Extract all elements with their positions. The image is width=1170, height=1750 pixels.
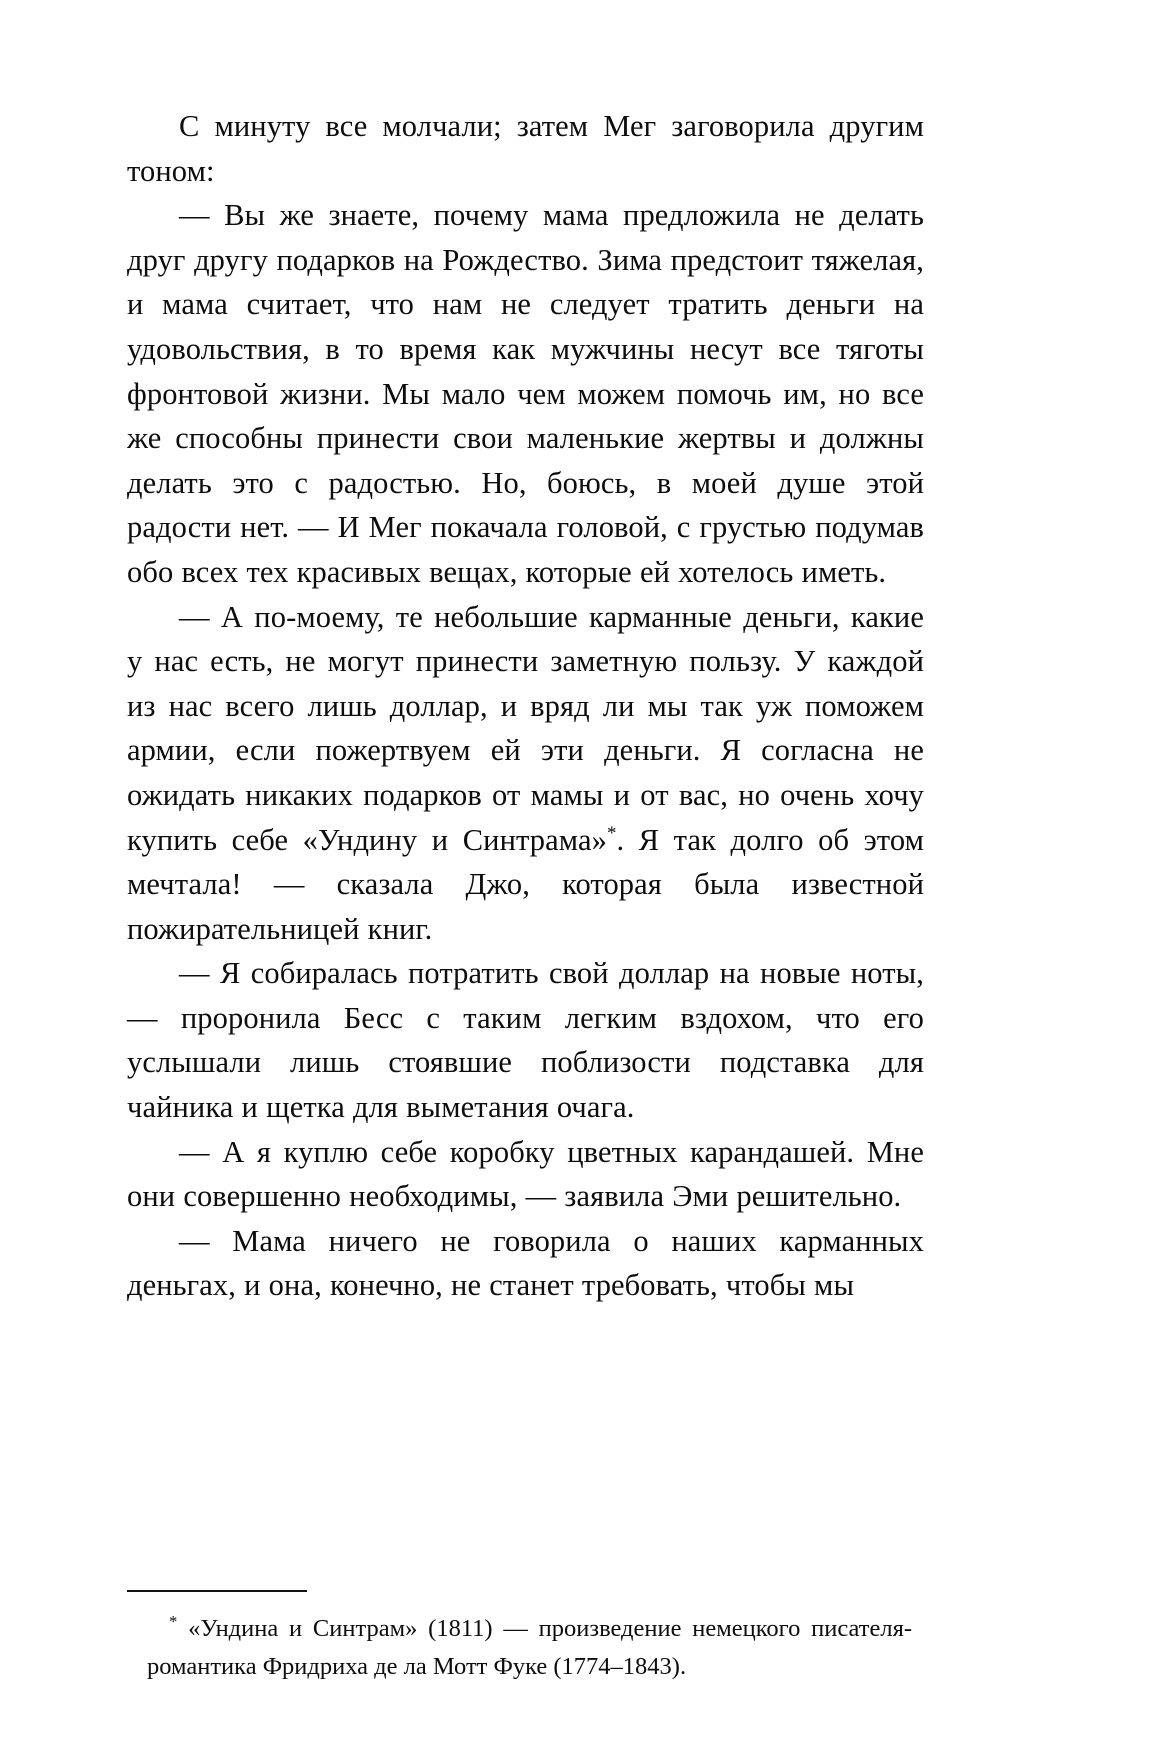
paragraph-5: — А я куплю себе коробку цветных карандашей. Мне они совершенно необходимы, — заявила Эми решительно. bbox=[127, 1134, 924, 1214]
paragraph-4: — Я собиралась потратить свой доллар на новые ноты, — проронила Бесс с таким легким вздохом, что его услышали лишь стоявшие поблизости подставка для чайника и щетка для выметания очага. bbox=[127, 956, 924, 1125]
paragraph-3-text-before-footnote: — А по-моему, те небольшие карманные деньги, какие у нас есть, не могут принести заметную пользу. У каждой из нас всего лишь доллар, и вряд ли мы так уж поможем армии, если пожертвуем ей эти деньги. Я согласна не ожидать никаких подарков от мамы и от вас, но очень хочу купить себе «Ундину и Синтрама» bbox=[127, 599, 924, 857]
footnote-block bbox=[127, 1590, 924, 1686]
paragraph-3-text-after-footnote: . Я так долго об этом мечтала! — сказала Джо, которая была известной пожирательницей книг. bbox=[127, 822, 924, 946]
body-text-column bbox=[127, 104, 924, 1308]
paragraph-6: — Мама ничего не говорила о наших карманных деньгах, и она, конечно, не станет требовать, чтобы мы bbox=[127, 1223, 924, 1303]
paragraph-2: — Вы же знаете, почему мама предложила не делать друг другу подарков на Рождество. Зима предстоит тяжелая, и мама считает, что нам не следует тратить деньги на удовольствия, в то время как мужчины несут все тяготы фронтовой жизни. Мы мало чем можем помочь им, но все же способны принести свои маленькие жертвы и должны делать это с радостью. Но, боюсь, в моей душе этой радости нет. — И Мег покачала головой, с грустью подумав обо всех тех красивых вещах, которые ей хотелось иметь. bbox=[127, 198, 924, 589]
footnote-marker: * bbox=[169, 1611, 178, 1631]
paragraph-3 bbox=[127, 595, 924, 952]
footnote-reference-marker[interactable]: * bbox=[606, 822, 617, 844]
footnote-separator-rule bbox=[127, 1590, 307, 1592]
footnote-body-text: «Ундина и Синтрам» (1811) — произведение немецкого писателя-романтика Фридриха де ла Мотт Фуке (1774–1843). bbox=[147, 1615, 913, 1680]
footnote-entry bbox=[127, 1610, 924, 1686]
paragraph-1: С минуту все молчали; затем Мег заговорила другим тоном: bbox=[127, 109, 924, 188]
